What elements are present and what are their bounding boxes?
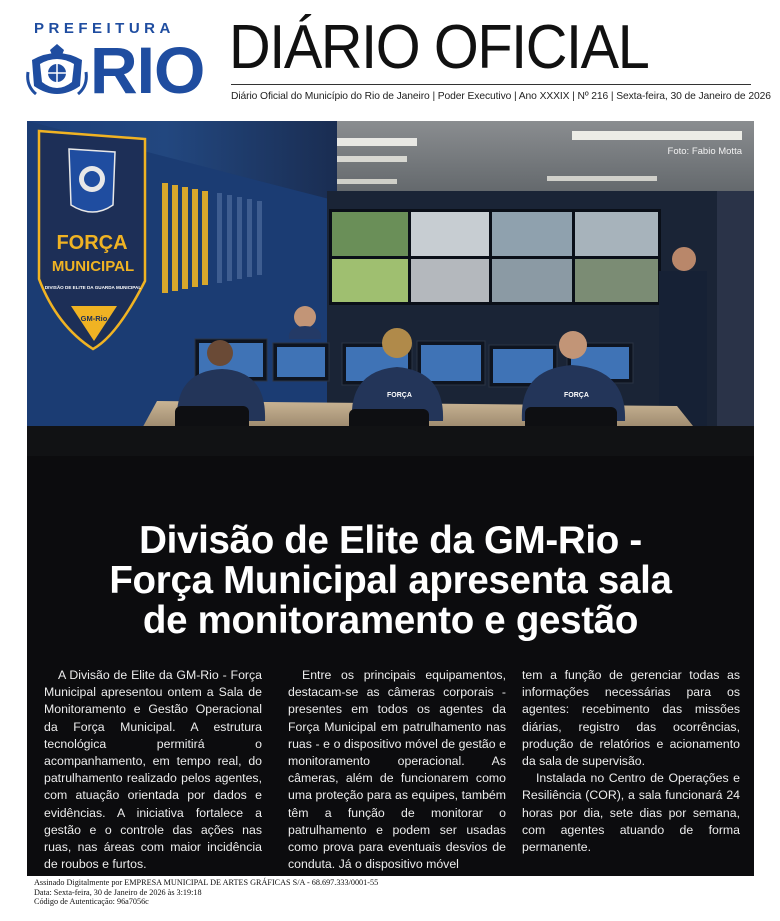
- control-room-illustration: [27, 121, 754, 456]
- rio-crest-icon: [26, 42, 88, 102]
- photo-credit: Foto: Fabio Motta: [667, 146, 742, 157]
- cover-story-panel: [27, 121, 754, 876]
- wall-logo-line1: FORÇA: [56, 232, 128, 254]
- edition-info: Diário Oficial do Município do Rio de Janeiro | Poder Executivo | Ano XXXIX | Nº 216 | Sexta-feira, 30 de Janeiro de 2026: [231, 91, 771, 102]
- article-paragraph: A Divisão de Elite da GM-Rio - Força Municipal apresentou ontem a Sala de Monitoramento e Gestão Operacional da Força Municipal. A estrutura tecnológica permitirá o acompanhamento, em tempo real, do patrulhamento realizado pelos agentes, com atuação orientada por dados e evidências. A iniciativa fortalece a gestão e o controle das ações nas ruas, nas áreas com maior incidência de roubos e furtos.: [44, 668, 262, 872]
- signature-date: Data: Sexta-feira, 30 de Janeiro de 2026 às 3:19:18: [34, 887, 202, 897]
- authentication-code: Código de Autenticação: 96a7056c: [34, 897, 149, 907]
- article-body: [44, 667, 744, 872]
- prefeitura-rio-logo[interactable]: [26, 20, 221, 106]
- cover-photo[interactable]: [27, 121, 754, 456]
- article-column-2: [288, 667, 506, 873]
- article-column-3: [522, 667, 740, 856]
- headline-line-3: de monitoramento e gestão: [142, 599, 639, 642]
- article-column-1: [44, 667, 262, 873]
- headline-line-2: Força Municipal apresenta sala: [109, 559, 672, 602]
- page-title: DIÁRIO OFICIAL: [229, 13, 649, 82]
- wall-logo-line2: MUNICIPAL: [51, 258, 135, 275]
- masthead: [0, 0, 780, 120]
- wall-logo-small: DIVISÃO DE ELITE DA GUARDA MUNICIPAL: [44, 285, 142, 290]
- wall-logo-bottom: GM-Rio: [80, 314, 108, 323]
- article-paragraph-continued: tem a função de gerenciar todas as informações necessárias para os agentes: recebimento das missões diárias, registro das ocorrências, produção de relatórios e acionamento da sala de supervisão.: [522, 668, 740, 769]
- shirt-label-right: FORÇA: [564, 392, 589, 399]
- digital-signature-footer: [34, 878, 734, 907]
- headline-line-1: Divisão de Elite da GM-Rio -: [139, 519, 642, 562]
- article-paragraph: Instalada no Centro de Operações e Resiliência (COR), a sala funcionará 24 horas por dia, sete dias por semana, com agentes atuando de forma permanente.: [522, 771, 740, 855]
- signature-line: Assinado Digitalmente por EMPRESA MUNICIPAL DE ARTES GRÁFICAS S/A - 68.697.333/0001-55: [34, 878, 379, 887]
- title-divider: [231, 84, 751, 85]
- logo-prefeitura-text: PREFEITURA: [34, 20, 175, 37]
- logo-rio-text: RIO: [90, 33, 205, 107]
- shirt-label-center: FORÇA: [387, 392, 412, 399]
- article-paragraph: Entre os principais equipamentos, destacam-se as câmeras corporais - presentes em todos os agentes da Força Municipal em patrulhamento nas ruas - e o dispositivo móvel de gestão e monitoramento operacional. As câmeras, além de funcionarem como uma proteção para as equipes, também têm a função de monitorar o patrulhamento e podem ser usadas como prova para eventuais desvios de conduta. Já o dispositivo móvel: [288, 668, 506, 872]
- article-headline: [27, 521, 754, 641]
